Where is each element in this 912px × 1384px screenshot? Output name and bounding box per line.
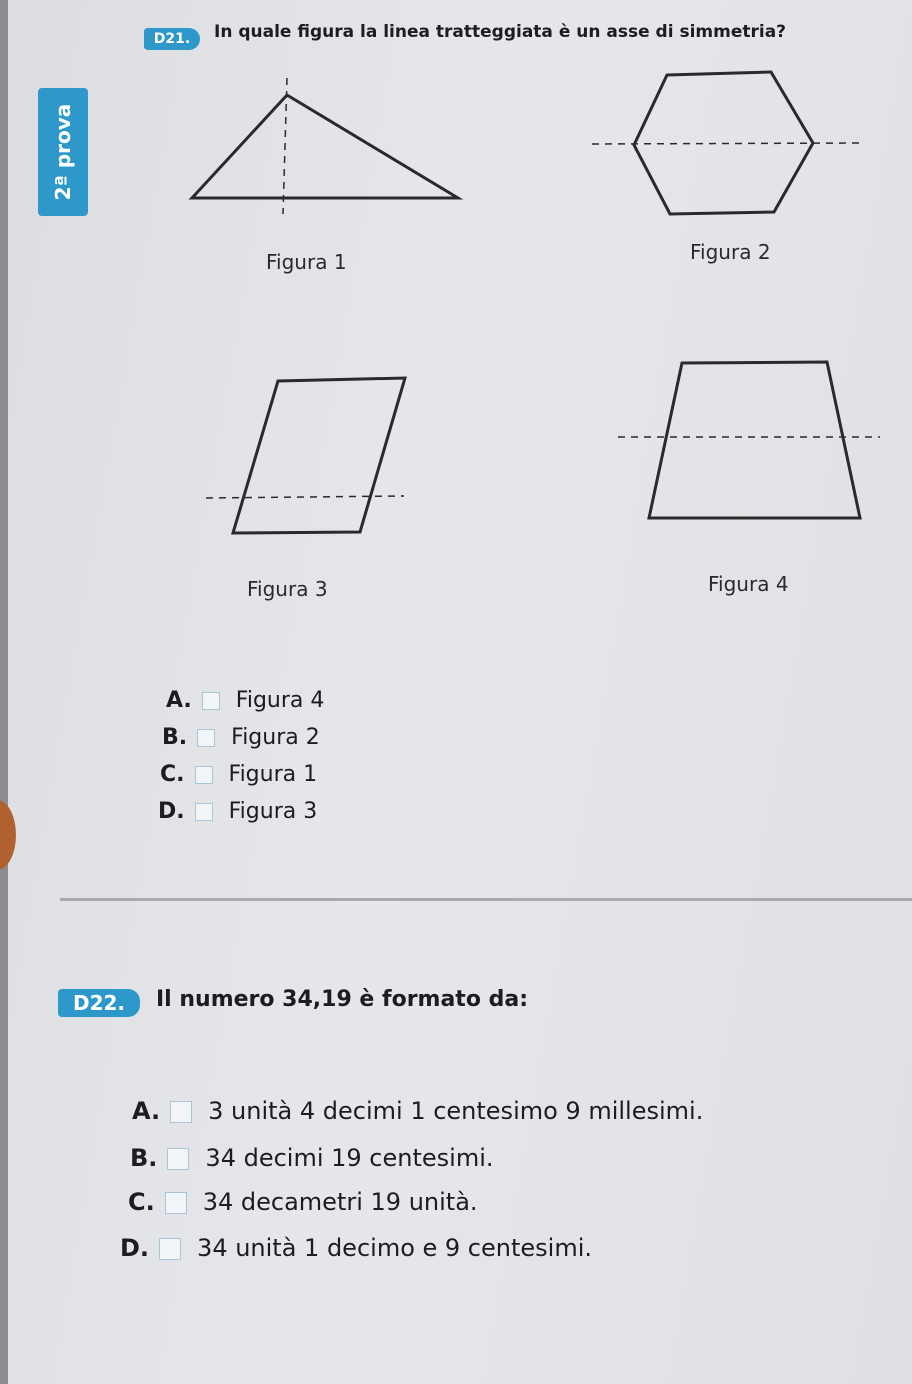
d22-option-c[interactable] — [128, 1188, 478, 1216]
option-letter: A. — [132, 1097, 161, 1125]
d22-option-d[interactable] — [120, 1234, 592, 1262]
checkbox[interactable] — [195, 766, 213, 784]
option-text: Figura 4 — [235, 688, 325, 713]
d21-option-a[interactable] — [166, 688, 324, 713]
option-letter: C. — [128, 1188, 155, 1216]
figure-3-label: Figura 3 — [247, 577, 328, 601]
option-text: 34 decametri 19 unità. — [202, 1188, 478, 1216]
option-letter: A. — [166, 688, 192, 713]
checkbox[interactable] — [170, 1101, 192, 1123]
checkbox[interactable] — [202, 692, 220, 710]
option-text: 34 decimi 19 centesimi. — [205, 1144, 494, 1172]
d21-option-c[interactable] — [160, 762, 317, 787]
question-text-d21: In quale figura la linea tratteggiata è un asse di simmetria? — [214, 22, 787, 42]
d22-option-a[interactable] — [132, 1097, 703, 1125]
checkbox[interactable] — [165, 1192, 187, 1214]
checkbox[interactable] — [159, 1238, 181, 1260]
figure-2-hexagon — [592, 72, 862, 214]
question-number-d21: D21. — [144, 28, 200, 50]
option-text: Figura 1 — [228, 762, 318, 787]
figure-4-label: Figura 4 — [708, 572, 789, 596]
figure-3-parallelogram — [206, 378, 405, 533]
question-number-d22: D22. — [58, 989, 140, 1017]
option-text: 3 unità 4 decimi 1 centesimo 9 millesimi. — [208, 1097, 704, 1125]
checkbox[interactable] — [195, 803, 213, 821]
section-divider — [60, 898, 912, 901]
option-letter: D. — [120, 1234, 150, 1262]
d21-option-b[interactable] — [162, 725, 320, 750]
d21-option-d[interactable] — [158, 799, 317, 824]
option-letter: D. — [158, 799, 185, 824]
figure-4-trapezoid — [618, 362, 880, 518]
checkbox[interactable] — [197, 729, 215, 747]
checkbox[interactable] — [167, 1148, 189, 1170]
d22-option-b[interactable] — [130, 1144, 494, 1172]
option-text: 34 unità 1 decimo e 9 centesimi. — [197, 1234, 592, 1262]
figure-2-label: Figura 2 — [690, 240, 771, 264]
option-letter: C. — [160, 762, 185, 787]
option-letter: B. — [162, 725, 188, 750]
option-text: Figura 3 — [228, 799, 318, 824]
figure-1-triangle — [192, 78, 458, 214]
option-text: Figura 2 — [231, 725, 320, 750]
side-tab-label: 2ª prova — [51, 103, 75, 201]
figure-1-label: Figura 1 — [266, 250, 347, 274]
option-letter: B. — [130, 1144, 158, 1172]
question-text-d22: Il numero 34,19 è formato da: — [156, 987, 528, 1012]
